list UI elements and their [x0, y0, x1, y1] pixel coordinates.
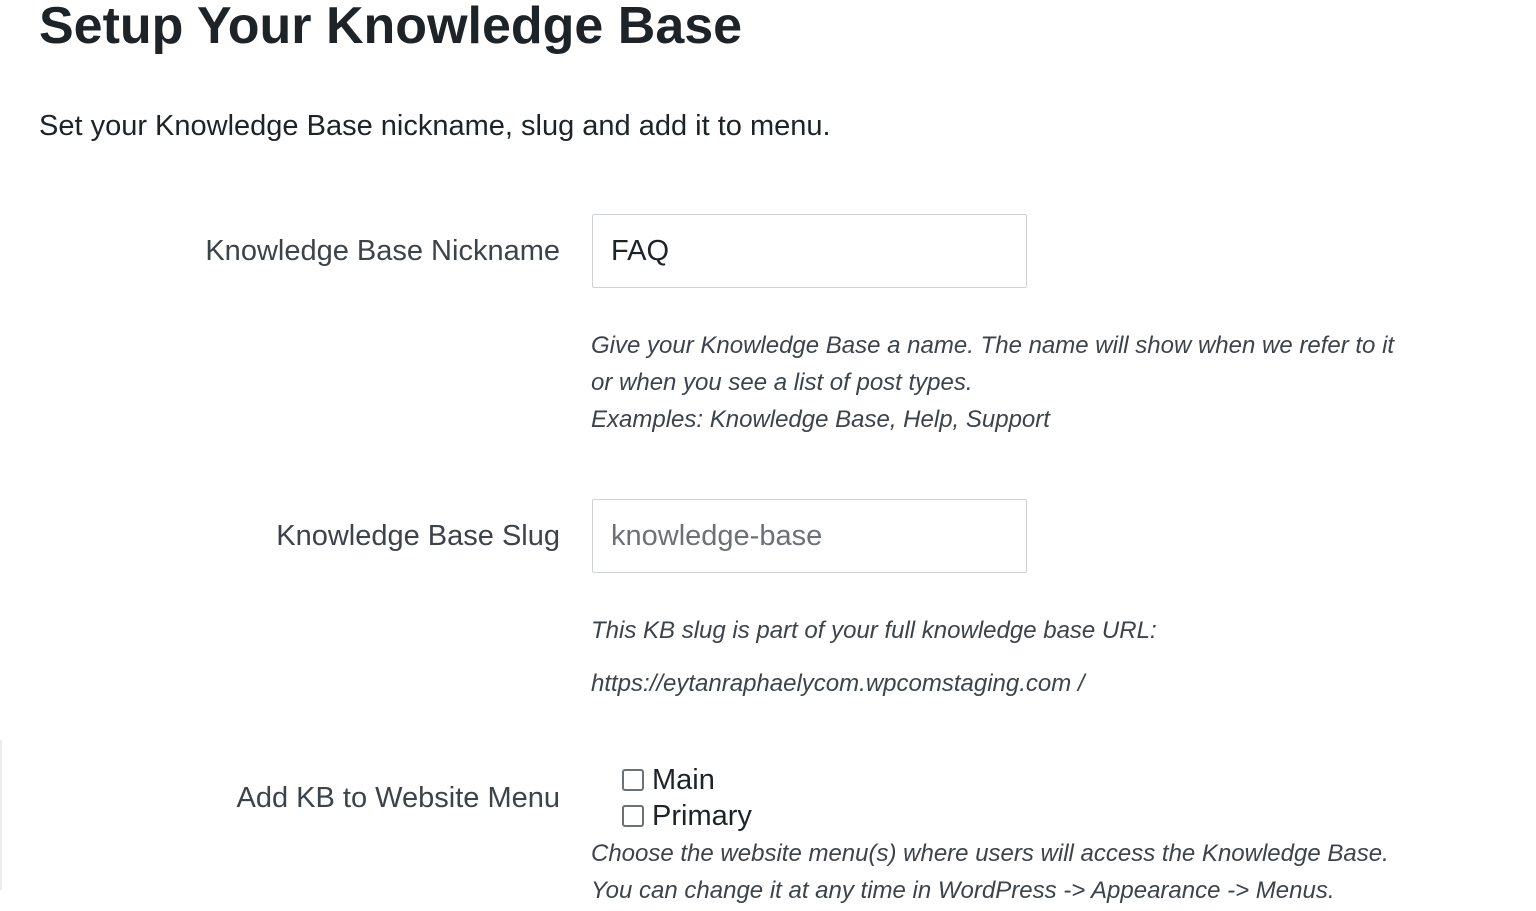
nickname-help-line: or when you see a list of post types.: [591, 369, 973, 396]
nickname-help: [591, 327, 1394, 438]
nickname-examples: Examples: Knowledge Base, Help, Support: [591, 406, 1050, 433]
menu-option-main[interactable]: [622, 762, 715, 798]
nickname-label: Knowledge Base Nickname: [205, 235, 560, 267]
slug-help-text: This KB slug is part of your full knowledge base URL:: [591, 617, 1157, 644]
primary-menu-checkbox[interactable]: [622, 805, 644, 827]
slug-url-text: https://eytanraphaelycom.wpcomstaging.com /: [591, 670, 1085, 697]
main-menu-checkbox[interactable]: [622, 769, 644, 791]
page-title: Setup Your Knowledge Base: [39, 0, 743, 55]
menu-help: [591, 835, 1389, 909]
slug-url: [591, 665, 1085, 702]
slug-label: Knowledge Base Slug: [276, 520, 560, 552]
left-edge-divider: [0, 740, 2, 890]
menu-option-primary[interactable]: [622, 798, 752, 834]
menu-help-line: You can change it at any time in WordPress -> Appearance -> Menus.: [591, 877, 1335, 904]
menu-help-line: Choose the website menu(s) where users will access the Knowledge Base.: [591, 840, 1389, 867]
page-subtitle: Set your Knowledge Base nickname, slug and add it to menu.: [39, 110, 831, 142]
main-menu-label[interactable]: Main: [652, 764, 715, 796]
slug-input[interactable]: [592, 499, 1027, 573]
primary-menu-label[interactable]: Primary: [652, 800, 752, 832]
nickname-help-line: Give your Knowledge Base a name. The name will show when we refer to it: [591, 332, 1395, 359]
nickname-input[interactable]: [592, 214, 1027, 288]
slug-help: [591, 612, 1157, 649]
menu-label: Add KB to Website Menu: [236, 782, 560, 814]
